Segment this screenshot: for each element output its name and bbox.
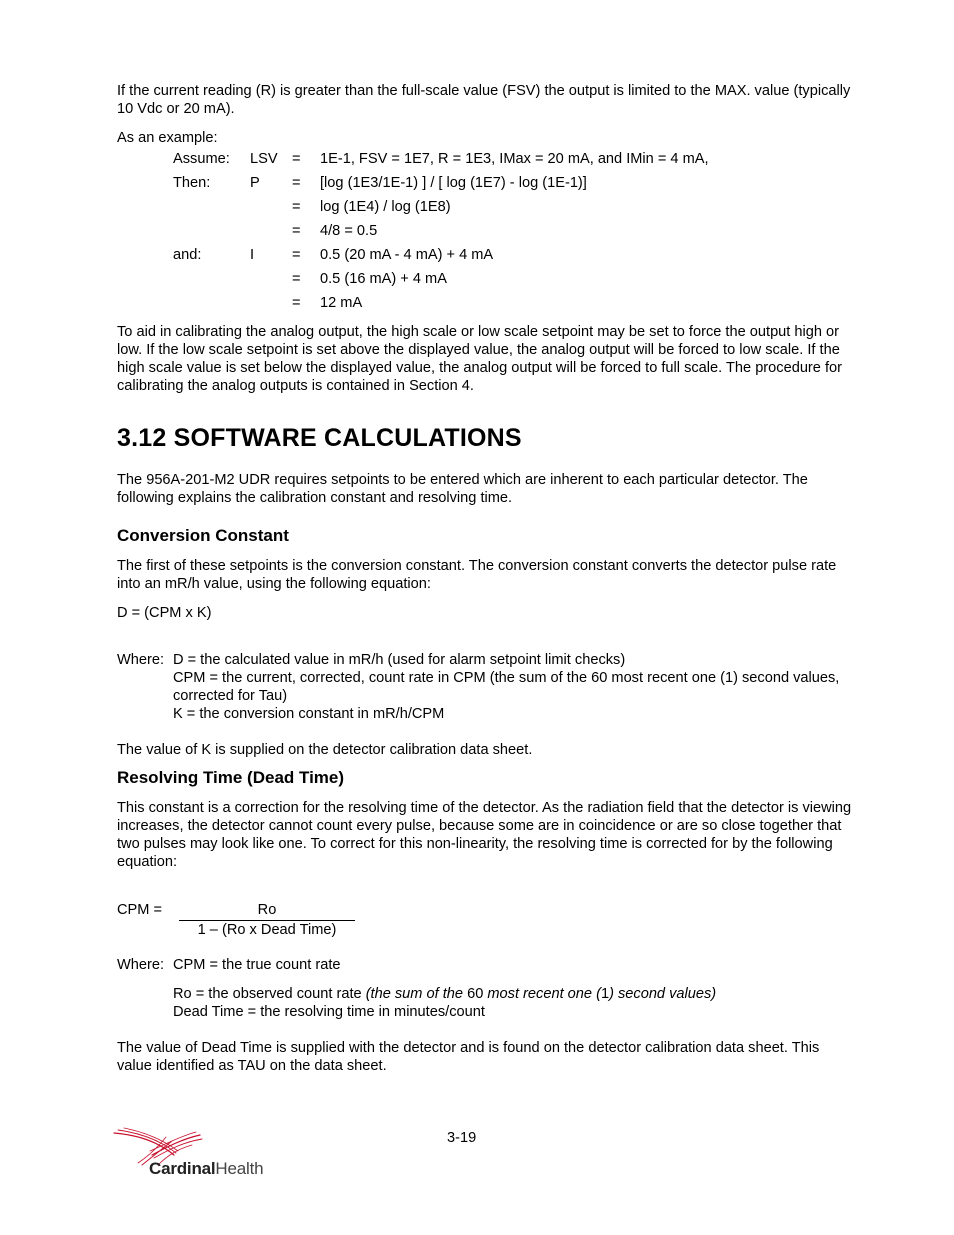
example-eq-cell: = (292, 199, 301, 215)
where-ro-italic-3: ) second values) (609, 986, 717, 1002)
example-row (173, 222, 709, 246)
example-var-cell (250, 222, 292, 246)
equation-label: CPM = (117, 902, 163, 918)
example-eq-cell: = (292, 271, 301, 287)
example-label-cell: Assume: (173, 151, 230, 167)
example-eq-cell: = (292, 223, 301, 239)
example-var-cell: P (250, 175, 260, 191)
example-expr-cell: log (1E4) / log (1E8) (320, 199, 451, 215)
section-title: 3.12 SOFTWARE CALCULATIONS (117, 424, 522, 452)
example-label-cell (173, 222, 250, 246)
where-ro-number-1: 1 (600, 986, 610, 1002)
where-d: D = the calculated value in mR/h (used for alarm setpoint limit checks) (173, 652, 626, 668)
where-cpm-true: CPM = the true count rate (173, 957, 341, 973)
document-page (117, 82, 857, 1075)
example-var-cell (250, 294, 292, 318)
where-ro-text: Ro = the observed count rate (173, 986, 366, 1002)
example-label-cell: and: (173, 247, 202, 263)
dead-time-equation (117, 901, 857, 939)
conversion-where (117, 651, 857, 723)
example-row (173, 150, 709, 174)
example-row (173, 270, 709, 294)
where-label: Where: (117, 652, 165, 668)
intro-paragraph: If the current reading (R) is greater than the full-scale value (FSV) the output is limited to the MAX. value (typically 10 Vdc or 20 mA). (117, 83, 851, 117)
fraction (179, 901, 355, 939)
example-row (173, 246, 709, 270)
logo-wordmark (149, 1160, 263, 1178)
example-var-cell (250, 198, 292, 222)
example-row (173, 174, 709, 198)
page-number: 3-19 (447, 1130, 477, 1146)
example-expr-cell: 0.5 (20 mA - 4 mA) + 4 mA (320, 247, 494, 263)
example-var-cell: I (250, 247, 255, 263)
example-intro: As an example: (117, 130, 218, 146)
conversion-paragraph: The first of these setpoints is the conversion constant. The conversion constant converts the detector pulse rate into an mR/h value, using the following equation: (117, 558, 837, 592)
denominator: 1 – (Ro x Dead Time) (197, 922, 337, 938)
example-eq-cell: = (292, 151, 301, 167)
example-label-cell (173, 294, 250, 318)
where-k: K = the conversion constant in mR/h/CPM (173, 706, 445, 722)
example-eq-cell: = (292, 295, 301, 311)
example-expr-cell: 0.5 (16 mA) + 4 mA (320, 271, 447, 287)
logo-word-bold: Cardinal (149, 1159, 216, 1178)
example-expr-cell: 4/8 = 0.5 (320, 223, 378, 239)
example-var-cell: LSV (250, 151, 278, 167)
where-ro-italic-2: most recent one ( (483, 986, 601, 1002)
logo-word-light: Health (215, 1159, 264, 1178)
dead-time-note: The value of Dead Time is supplied with the detector and is found on the detector calibration data sheet. This value identified as TAU on the data sheet. (117, 1040, 820, 1074)
example-row (173, 198, 709, 222)
example-eq-cell: = (292, 175, 301, 191)
example-row (173, 294, 709, 318)
where-ro-number-60: 60 (467, 986, 484, 1002)
numerator: Ro (179, 901, 355, 921)
conversion-heading: Conversion Constant (117, 526, 289, 545)
example-expr-cell: [log (1E3/1E-1) ] / [ log (1E7) - log (1E-1)] (320, 175, 587, 191)
example-label-cell (173, 270, 250, 294)
example-table (173, 150, 709, 318)
example-expr-cell: 1E-1, FSV = 1E7, R = 1E3, IMax = 20 mA, and IMin = 4 mA, (320, 151, 709, 167)
example-eq-cell: = (292, 247, 301, 263)
example-expr-cell: 12 mA (320, 295, 363, 311)
where-cpm: CPM = the current, corrected, count rate in CPM (the sum of the 60 most recent one (1) second values, corrected for Tau) (173, 670, 840, 704)
resolving-paragraph: This constant is a correction for the resolving time of the detector. As the radiation field that the detector is viewing increases, the detector cannot count every pulse, because some are in coincidence or are so close together that two pulses may look like one. To correct for this non-linearity, the resolving time is corrected for by the following equation: (117, 800, 852, 870)
example-label-cell (173, 198, 250, 222)
resolving-heading: Resolving Time (Dead Time) (117, 768, 345, 787)
conversion-equation: D = (CPM x K) (117, 605, 212, 621)
resolving-where-detail (117, 985, 857, 1021)
resolving-where (117, 956, 857, 974)
section-intro: The 956A-201-M2 UDR requires setpoints to be entered which are inherent to each particular detector. The following explains the calibration constant and resolving time. (117, 472, 808, 506)
conversion-k-note: The value of K is supplied on the detector calibration data sheet. (117, 742, 533, 758)
example-var-cell (250, 270, 292, 294)
example-label-cell: Then: (173, 175, 211, 191)
where-dead-time: Dead Time = the resolving time in minutes/count (173, 1004, 485, 1020)
where-ro (173, 985, 857, 1003)
calibration-paragraph: To aid in calibrating the analog output, the high scale or low scale setpoint may be set to force the output high or low. If the low scale setpoint is set above the displayed value, the analog output will be forced to low scale. If the high scale value is set below the displayed value, the analog output will be forced to full scale. The procedure for calibrating the analog outputs is contained in Section 4. (117, 324, 842, 394)
where-ro-italic-1: (the sum of the (365, 986, 468, 1002)
where-label: Where: (117, 957, 165, 973)
